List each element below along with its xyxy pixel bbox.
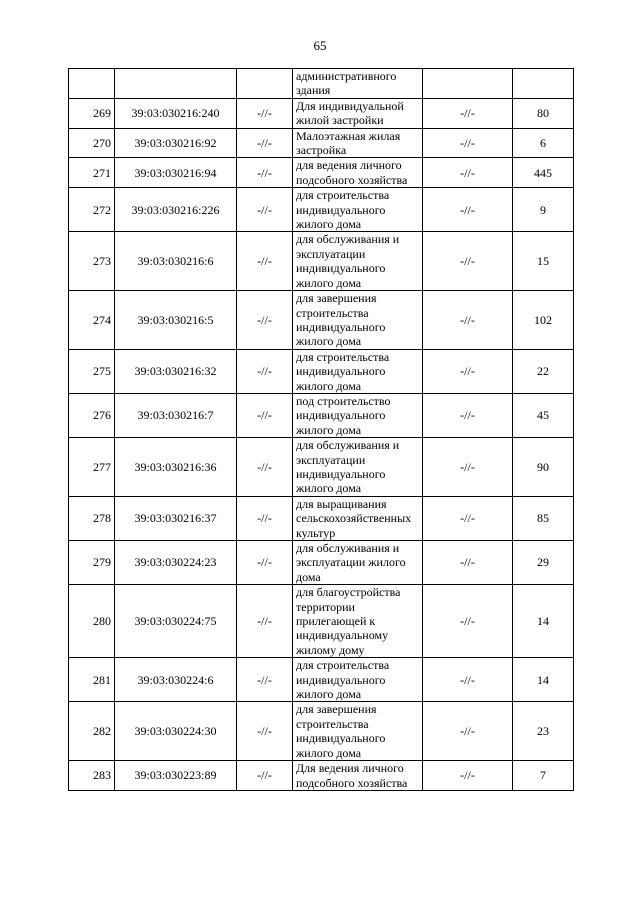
- table-row: [69, 291, 574, 350]
- table-row: [69, 438, 574, 497]
- area-value: 85: [513, 496, 574, 540]
- table-row: [69, 761, 574, 791]
- ditto-mark: -//-: [423, 128, 513, 158]
- area-value: 9: [513, 188, 574, 232]
- purpose-line: жилого дома: [296, 275, 362, 290]
- purpose-line: для строительства: [296, 349, 390, 364]
- purpose-line: жилого дома: [296, 334, 362, 349]
- purpose-line: культур: [296, 525, 336, 540]
- area-value: 14: [513, 658, 574, 702]
- area-value: 102: [513, 291, 574, 350]
- purpose-line: эксплуатации: [296, 452, 366, 467]
- purpose-line: для обслуживания и: [296, 438, 400, 453]
- land-use-purpose: [293, 496, 423, 540]
- purpose-line: для благоустройства: [296, 585, 401, 600]
- purpose-line: для строительства: [296, 658, 390, 673]
- table-row: [69, 702, 574, 761]
- ditto-mark: -//-: [423, 702, 513, 761]
- area-value: 90: [513, 438, 574, 497]
- ditto-mark: -//-: [237, 496, 293, 540]
- cadastral-number: 39:03:030224:23: [115, 541, 237, 585]
- land-use-purpose: [293, 128, 423, 158]
- cadastral-number: 39:03:030216:6: [115, 232, 237, 291]
- continuation-row: [69, 69, 574, 99]
- row-number: 281: [69, 658, 115, 702]
- ditto-mark: -//-: [423, 158, 513, 188]
- table-row: [69, 98, 574, 128]
- ditto-mark: [237, 69, 293, 99]
- row-number: [69, 69, 115, 99]
- table-row: [69, 541, 574, 585]
- ditto-mark: -//-: [237, 761, 293, 791]
- row-number: 280: [69, 585, 115, 658]
- ditto-mark: -//-: [237, 438, 293, 497]
- ditto-mark: -//-: [237, 585, 293, 658]
- purpose-line: эксплуатации: [296, 246, 366, 261]
- cadastral-number: 39:03:030216:226: [115, 188, 237, 232]
- purpose-line: для обслуживания и: [296, 232, 400, 247]
- cadastral-number: 39:03:030216:32: [115, 349, 237, 393]
- land-use-purpose: [293, 349, 423, 393]
- purpose-line: жилой застройки: [296, 113, 384, 128]
- purpose-line: строительства: [296, 305, 369, 320]
- ditto-mark: -//-: [423, 438, 513, 497]
- ditto-mark: -//-: [237, 128, 293, 158]
- row-number: 282: [69, 702, 115, 761]
- ditto-mark: -//-: [237, 702, 293, 761]
- purpose-line: для завершения: [296, 702, 377, 717]
- ditto-mark: -//-: [237, 98, 293, 128]
- land-use-purpose: [293, 232, 423, 291]
- purpose-line: индивидуального: [296, 672, 386, 687]
- table-row: [69, 393, 574, 437]
- area-value: 445: [513, 158, 574, 188]
- ditto-mark: -//-: [423, 541, 513, 585]
- row-number: 274: [69, 291, 115, 350]
- ditto-mark: -//-: [423, 585, 513, 658]
- ditto-mark: -//-: [237, 541, 293, 585]
- purpose-line: подсобного хозяйства: [296, 172, 408, 187]
- ditto-mark: [423, 69, 513, 99]
- purpose-line: здания: [296, 83, 331, 98]
- purpose-line: индивидуального: [296, 408, 386, 423]
- purpose-line: индивидуального: [296, 319, 386, 334]
- purpose-line: индивидуального: [296, 731, 386, 746]
- row-number: 277: [69, 438, 115, 497]
- cadastral-number: 39:03:030216:92: [115, 128, 237, 158]
- ditto-mark: -//-: [237, 349, 293, 393]
- ditto-mark: -//-: [423, 349, 513, 393]
- purpose-line: под строительство: [296, 393, 391, 408]
- row-number: 269: [69, 98, 115, 128]
- land-use-purpose: [293, 98, 423, 128]
- purpose-line: для строительства: [296, 188, 390, 203]
- area-value: 14: [513, 585, 574, 658]
- ditto-mark: -//-: [423, 232, 513, 291]
- purpose-line: административного: [296, 69, 397, 83]
- purpose-line: индивидуального: [296, 202, 386, 217]
- cadastral-number: [115, 69, 237, 99]
- ditto-mark: -//-: [423, 658, 513, 702]
- area-value: 6: [513, 128, 574, 158]
- table-row: [69, 585, 574, 658]
- purpose-line: жилого дома: [296, 687, 362, 702]
- area-value: 29: [513, 541, 574, 585]
- row-number: 279: [69, 541, 115, 585]
- purpose-line: жилого дома: [296, 378, 362, 393]
- cadastral-number: 39:03:030216:37: [115, 496, 237, 540]
- table-row: [69, 128, 574, 158]
- purpose-line: сельскохозяйственных: [296, 511, 412, 526]
- table-row: [69, 188, 574, 232]
- purpose-line: для обслуживания и: [296, 541, 400, 555]
- row-number: 271: [69, 158, 115, 188]
- ditto-mark: -//-: [237, 658, 293, 702]
- ditto-mark: -//-: [237, 188, 293, 232]
- land-use-purpose: [293, 438, 423, 497]
- area-value: [513, 69, 574, 99]
- row-number: 275: [69, 349, 115, 393]
- ditto-mark: -//-: [423, 761, 513, 791]
- ditto-mark: -//-: [423, 188, 513, 232]
- table-row: [69, 349, 574, 393]
- table-body: [69, 69, 574, 791]
- cadastral-number: 39:03:030216:5: [115, 291, 237, 350]
- area-value: 15: [513, 232, 574, 291]
- table-row: [69, 232, 574, 291]
- land-use-purpose: [293, 585, 423, 658]
- purpose-line: Для ведения личного: [296, 761, 404, 776]
- area-value: 7: [513, 761, 574, 791]
- purpose-line: жилого дома: [296, 217, 362, 232]
- purpose-line: для завершения: [296, 291, 377, 306]
- table-row: [69, 658, 574, 702]
- row-number: 273: [69, 232, 115, 291]
- cadastral-number: 39:03:030216:7: [115, 393, 237, 437]
- purpose-line: жилого дома: [296, 481, 362, 496]
- purpose-line: для выращивания: [296, 496, 387, 511]
- purpose-line: территории: [296, 599, 355, 614]
- purpose-line: застройка: [296, 143, 347, 158]
- area-value: 23: [513, 702, 574, 761]
- purpose-line: строительства: [296, 716, 369, 731]
- cadastral-number: 39:03:030224:75: [115, 585, 237, 658]
- table-row: [69, 496, 574, 540]
- purpose-line: Для индивидуальной: [296, 98, 404, 113]
- purpose-line: жилого дома: [296, 422, 362, 437]
- purpose-line: эксплуатации жилого: [296, 555, 406, 570]
- ditto-mark: -//-: [237, 158, 293, 188]
- purpose-line: прилегающей к: [296, 614, 376, 629]
- purpose-line: индивидуального: [296, 466, 386, 481]
- cadastral-number: 39:03:030216:94: [115, 158, 237, 188]
- ditto-mark: -//-: [423, 496, 513, 540]
- ditto-mark: -//-: [423, 291, 513, 350]
- land-use-purpose: [293, 158, 423, 188]
- purpose-line: жилого дома: [296, 745, 362, 760]
- land-use-purpose: [293, 69, 423, 99]
- cadastral-number: 39:03:030216:240: [115, 98, 237, 128]
- purpose-line: индивидуального: [296, 261, 386, 276]
- cadastral-number: 39:03:030224:6: [115, 658, 237, 702]
- row-number: 272: [69, 188, 115, 232]
- ditto-mark: -//-: [423, 393, 513, 437]
- land-use-purpose: [293, 702, 423, 761]
- land-use-purpose: [293, 291, 423, 350]
- purpose-line: жилому дому: [296, 642, 365, 657]
- ditto-mark: -//-: [237, 291, 293, 350]
- area-value: 80: [513, 98, 574, 128]
- area-value: 45: [513, 393, 574, 437]
- ditto-mark: -//-: [237, 393, 293, 437]
- row-number: 283: [69, 761, 115, 791]
- ditto-mark: -//-: [423, 98, 513, 128]
- cadastral-number: 39:03:030223:89: [115, 761, 237, 791]
- purpose-line: подсобного хозяйства: [296, 775, 408, 790]
- area-value: 22: [513, 349, 574, 393]
- cadastral-number: 39:03:030216:36: [115, 438, 237, 497]
- ditto-mark: -//-: [237, 232, 293, 291]
- purpose-line: для ведения личного: [296, 158, 402, 173]
- land-plot-table: [68, 68, 574, 791]
- purpose-line: индивидуальному: [296, 628, 389, 643]
- page-number: 65: [313, 38, 327, 53]
- row-number: 278: [69, 496, 115, 540]
- purpose-line: Малоэтажная жилая: [296, 128, 401, 143]
- land-use-purpose: [293, 188, 423, 232]
- land-use-purpose: [293, 541, 423, 585]
- land-use-purpose: [293, 393, 423, 437]
- table-row: [69, 158, 574, 188]
- land-use-purpose: [293, 761, 423, 791]
- purpose-line: индивидуального: [296, 364, 386, 379]
- row-number: 270: [69, 128, 115, 158]
- cadastral-number: 39:03:030224:30: [115, 702, 237, 761]
- row-number: 276: [69, 393, 115, 437]
- land-use-purpose: [293, 658, 423, 702]
- purpose-line: дома: [296, 569, 321, 584]
